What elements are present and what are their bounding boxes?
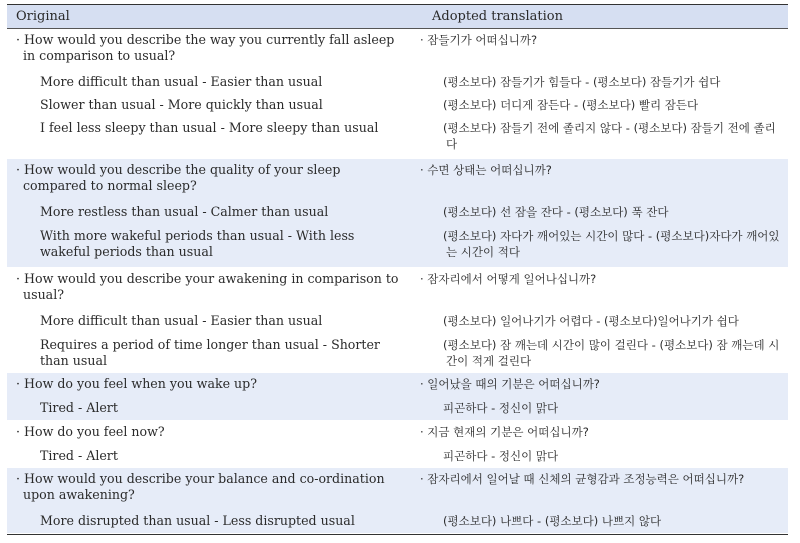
translation-text: (평소보다) 잠들기가 힘들다 - (평소보다) 잠들기가 쉽다: [443, 75, 721, 89]
original-text: · How would you describe your awakening in comparison to usual?: [16, 271, 399, 302]
question-group: [7, 373, 788, 421]
translation-text: · 잠들기가 어떠십니까?: [420, 33, 538, 47]
answer-row: [7, 71, 788, 94]
original-text: More difficult than usual - Easier than usual: [40, 313, 323, 328]
answer-row: [7, 334, 788, 372]
original-text: More disrupted than usual - Less disrupted usual: [40, 513, 355, 528]
original-text: With more wakeful periods than usual - With less wakeful periods than usual: [40, 228, 355, 259]
original-text: More difficult than usual - Easier than usual: [40, 74, 323, 89]
original-text: · How would you describe the quality of your sleep compared to normal sleep?: [16, 162, 341, 193]
original-text: Tired - Alert: [40, 448, 118, 463]
translation-text: 피곤하다 - 정신이 맑다: [443, 449, 559, 463]
translation-text: (평소보다) 선 잠을 잔다 - (평소보다) 푹 잔다: [443, 205, 669, 219]
original-text: · How would you describe the way you currently fall asleep in comparison to usual?: [16, 32, 395, 63]
answer-row: [7, 397, 788, 420]
translation-text: (평소보다) 잠들기 전에 졸리지 않다 - (평소보다) 잠들기 전에 졸리다: [443, 121, 776, 151]
translation-text: · 일어났을 때의 기분은 어떠십니까?: [420, 377, 600, 391]
question-group: [7, 468, 788, 534]
question-group: [7, 421, 788, 468]
question-row: [7, 373, 788, 397]
original-text: · How do you feel now?: [16, 424, 165, 439]
original-text: Slower than usual - More quickly than usual: [40, 97, 323, 112]
question-group: [7, 159, 788, 268]
question-row: [7, 159, 788, 201]
question-row: [7, 268, 788, 310]
translation-text: · 잠자리에서 일어날 때 신체의 균형감과 조정능력은 어떠십니까?: [420, 472, 745, 486]
answer-row: [7, 117, 788, 158]
table-header: [7, 5, 788, 29]
original-text: Requires a period of time longer than usual - Shorter than usual: [40, 337, 380, 368]
translation-text: (평소보다) 일어나기가 어렵다 - (평소보다)일어나기가 쉽다: [443, 314, 739, 328]
translation-text: 피곤하다 - 정신이 맑다: [443, 401, 559, 415]
answer-row: [7, 201, 788, 225]
question-group: [7, 29, 788, 159]
question-row: [7, 468, 788, 510]
original-text: I feel less sleepy than usual - More sleepy than usual: [40, 120, 379, 135]
answer-row: [7, 94, 788, 117]
original-text: · How do you feel when you wake up?: [16, 376, 257, 391]
question-row: [7, 421, 788, 445]
answer-row: [7, 445, 788, 467]
header-translation: Adopted translation: [432, 9, 563, 24]
original-text: · How would you describe your balance and co-ordination upon awakening?: [16, 471, 385, 502]
answer-row: [7, 225, 788, 267]
translation-text: · 수면 상태는 어떠십니까?: [420, 163, 552, 177]
translation-text: (평소보다) 나쁘다 - (평소보다) 나쁘지 않다: [443, 514, 662, 528]
translation-text: (평소보다) 자다가 깨어있는 시간이 많다 - (평소보다)자다가 깨어있는 시간이 적다: [443, 229, 780, 259]
translation-text: · 잠자리에서 어떻게 일어나십니까?: [420, 272, 597, 286]
translation-table: [7, 4, 788, 535]
header-original: Original: [16, 9, 70, 24]
translation-text: (평소보다) 더디게 잠든다 - (평소보다) 빨리 잠든다: [443, 98, 699, 112]
question-group: [7, 268, 788, 373]
answer-row: [7, 310, 788, 334]
original-text: Tired - Alert: [40, 400, 118, 415]
original-text: More restless than usual - Calmer than usual: [40, 204, 329, 219]
answer-row: [7, 510, 788, 533]
translation-text: (평소보다) 잠 깨는데 시간이 많이 걸린다 - (평소보다) 잠 깨는데 시간이 적게 걸린다: [443, 338, 780, 368]
question-row: [7, 29, 788, 71]
translation-text: · 지금 현재의 기분은 어떠십니까?: [420, 425, 589, 439]
